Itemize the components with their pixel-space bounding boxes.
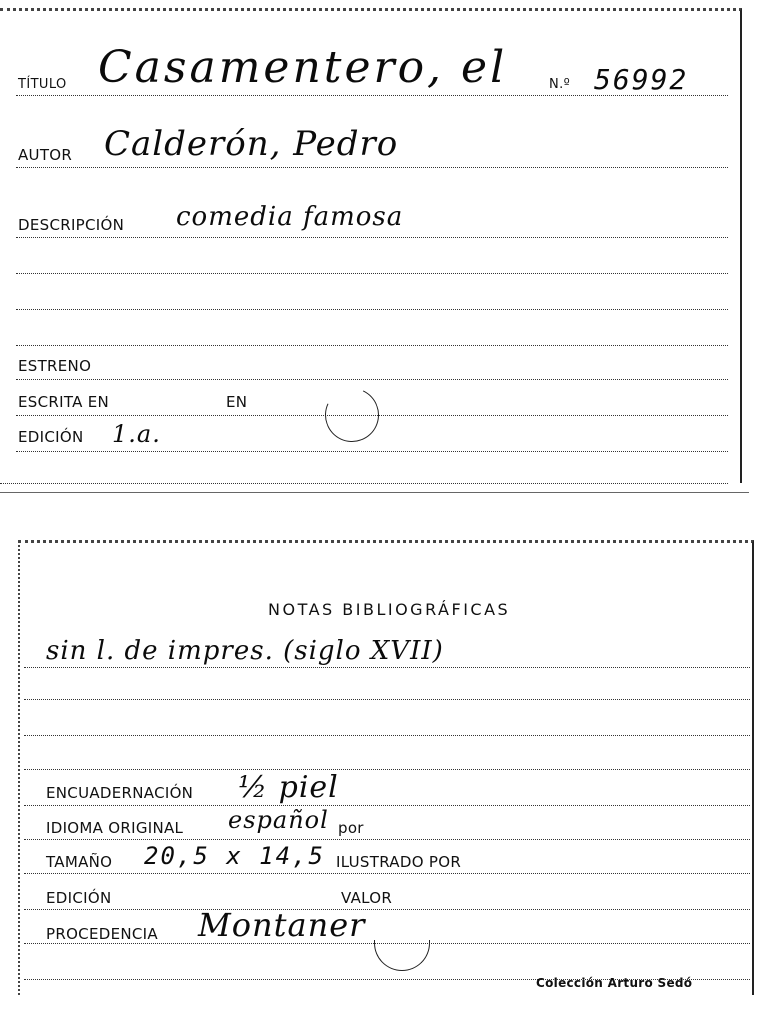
encuadernacion-value: ½ piel	[238, 770, 339, 805]
rule-notas-1	[24, 667, 750, 668]
edicion-label-bottom: EDICIÓN	[46, 889, 112, 907]
rule-idioma	[24, 839, 750, 840]
rule-edicion-valor	[24, 909, 750, 910]
titulo-label: TÍTULO	[18, 77, 67, 92]
notas-value: sin l. de impres. (siglo XVII)	[46, 636, 444, 666]
rule-notas-4	[24, 769, 750, 770]
autor-value: Calderón, Pedro	[104, 124, 399, 164]
valor-label: VALOR	[341, 889, 393, 907]
ilustrado-label: ILUSTRADO POR	[336, 853, 462, 871]
autor-label: AUTOR	[18, 146, 73, 164]
descripcion-value: comedia famosa	[176, 202, 404, 232]
rule-edicion	[16, 451, 728, 452]
por-label: por	[338, 819, 364, 837]
rule-blank-2	[16, 309, 728, 310]
notas-heading: NOTAS BIBLIOGRÁFICAS	[268, 600, 511, 619]
en-label: EN	[226, 393, 248, 411]
edicion-value-top: 1.a.	[112, 420, 161, 448]
collection-credit: Colección Arturo Sedó	[536, 976, 693, 990]
rule-tamano	[24, 873, 750, 874]
rule-blank-1	[16, 273, 728, 274]
numero-value: 56992	[594, 63, 689, 96]
idioma-label: IDIOMA ORIGINAL	[46, 819, 184, 837]
rule-estreno	[16, 379, 728, 380]
encuadernacion-label: ENCUADERNACIÓN	[46, 784, 194, 802]
rule-descripcion	[16, 237, 728, 238]
rule-autor	[16, 167, 728, 168]
descripcion-label: DESCRIPCIÓN	[18, 216, 125, 234]
rule-encuadernacion	[24, 805, 750, 806]
titulo-value: Casamentero, el	[98, 42, 508, 93]
escrita-en-label: ESCRITA EN	[18, 393, 110, 411]
edicion-label-top: EDICIÓN	[18, 428, 84, 446]
idioma-value: español	[228, 806, 329, 834]
procedencia-value: Montaner	[198, 906, 366, 944]
rule-notas-3	[24, 735, 750, 736]
tamano-label: TAMAÑO	[46, 853, 113, 871]
estreno-label: ESTRENO	[18, 357, 92, 375]
numero-label: N.º	[549, 77, 571, 92]
card-separator	[0, 492, 749, 493]
tamano-value: 20,5 x 14,5	[144, 842, 325, 870]
rule-notas-2	[24, 699, 750, 700]
procedencia-label: PROCEDENCIA	[46, 925, 158, 943]
rule-blank-3	[16, 345, 728, 346]
rule-bottom	[0, 483, 728, 484]
